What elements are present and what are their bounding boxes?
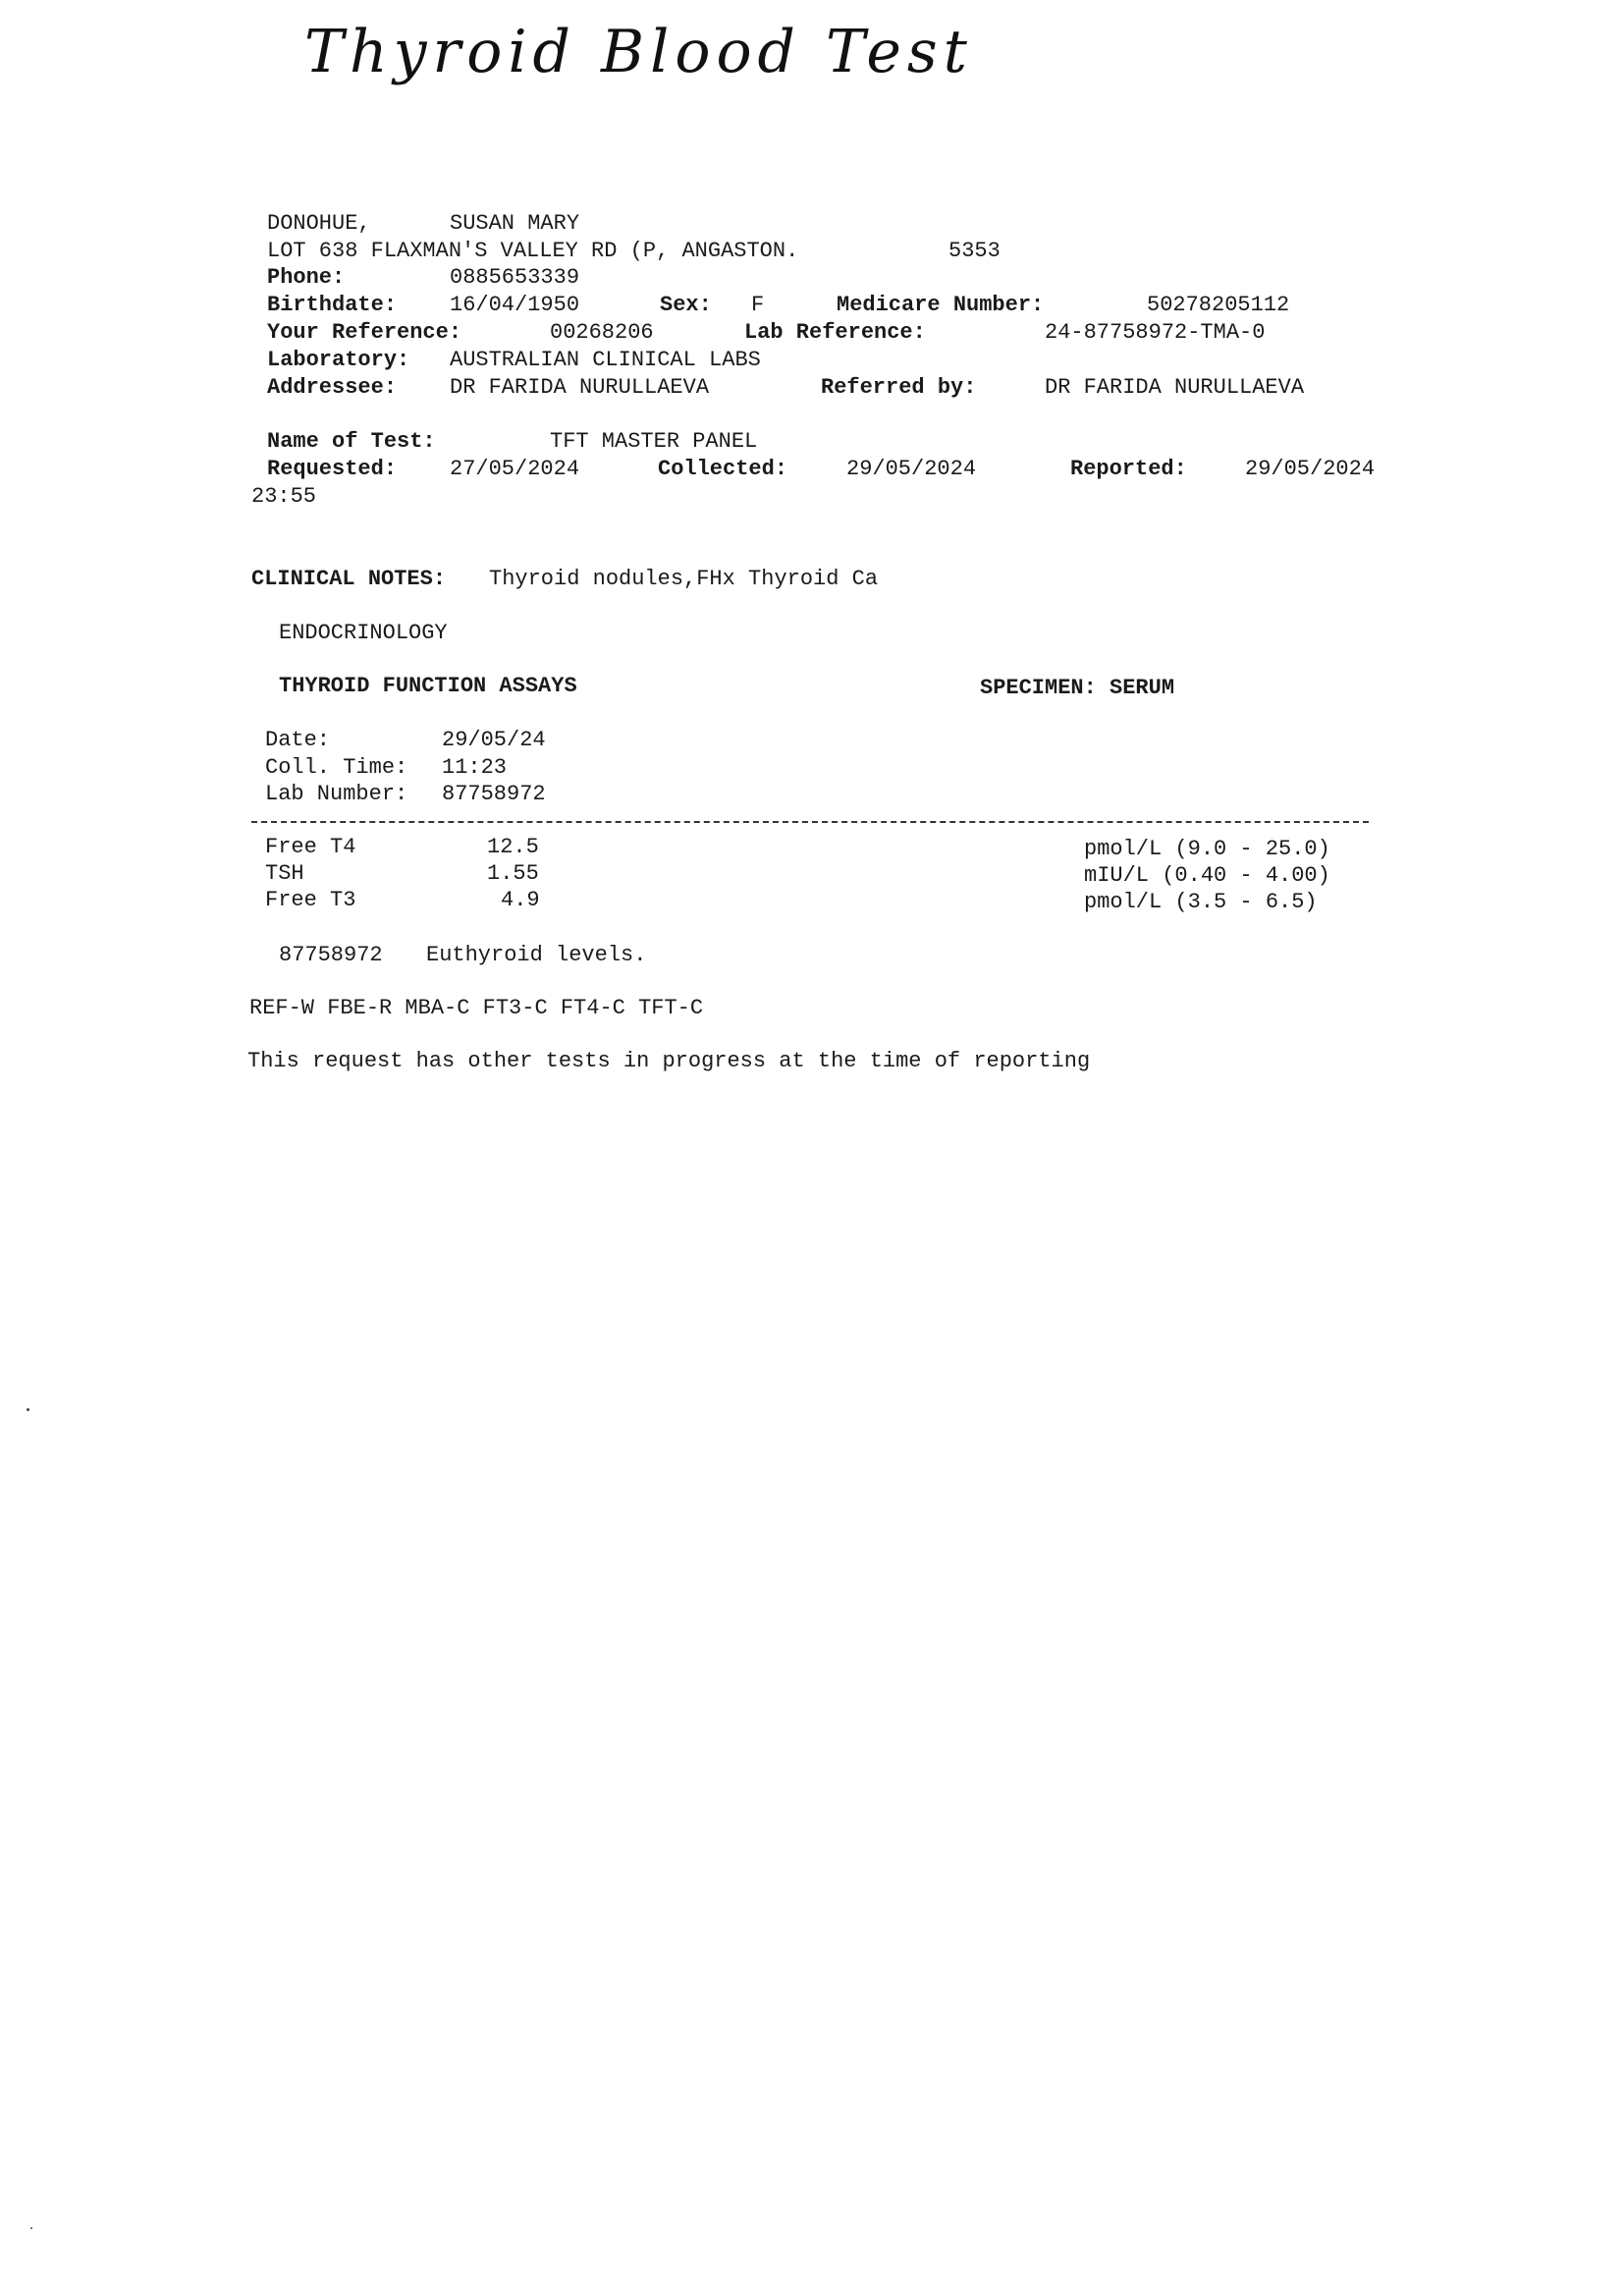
laboratory-label: Laboratory: [267,348,410,372]
patient-given-names: SUSAN MARY [450,211,580,236]
collection-date-label: Date: [265,728,331,752]
requested-label: Requested: [267,457,398,481]
reported-label: Reported: [1070,457,1187,481]
addressee-value: DR FARIDA NURULLAEVA [450,375,710,400]
handwritten-title: Thyroid Blood Test [304,18,973,86]
medicare-label: Medicare Number: [837,293,1045,317]
phone-value: 0885653339 [450,265,580,290]
result-test: Free T4 [265,835,356,859]
patient-postcode: 5353 [948,239,1001,263]
comment-lab-number: 87758972 [279,943,383,967]
lab-number-label: Lab Number: [265,782,408,806]
department: ENDOCRINOLOGY [279,621,448,645]
section-title: THYROID FUNCTION ASSAYS [279,674,577,698]
referred-by-value: DR FARIDA NURULLAEVA [1045,375,1305,400]
scan-speck [30,2227,32,2229]
sex-label: Sex: [660,293,712,317]
collected-value: 29/05/2024 [846,457,977,481]
collected-label: Collected: [658,457,788,481]
name-of-test-value: TFT MASTER PANEL [550,429,758,454]
scan-speck [27,1408,29,1411]
footer-note: This request has other tests in progress at the time of reporting [247,1049,1091,1073]
medicare-value: 50278205112 [1147,293,1290,317]
requested-value: 27/05/2024 [450,457,580,481]
your-reference-label: Your Reference: [267,320,462,345]
clinical-notes-value: Thyroid nodules,FHx Thyroid Ca [489,567,879,591]
test-codes: REF-W FBE-R MBA-C FT3-C FT4-C TFT-C [249,996,704,1020]
patient-surname: DONOHUE, [267,211,371,236]
result-value: 12.5 [487,835,539,859]
result-range: pmol/L (9.0 - 25.0) [1084,837,1330,861]
lab-reference-label: Lab Reference: [744,320,926,345]
birthdate-value: 16/04/1950 [450,293,580,317]
result-test: Free T3 [265,888,356,912]
birthdate-label: Birthdate: [267,293,398,317]
comment: Euthyroid levels. [426,943,647,967]
lab-number-value: 87758972 [442,782,546,806]
result-range: mIU/L (0.40 - 4.00) [1084,863,1330,888]
patient-address: LOT 638 FLAXMAN'S VALLEY RD (P, ANGASTON. [267,239,799,263]
referred-by-label: Referred by: [821,375,977,400]
result-value: 1.55 [487,861,539,886]
laboratory-value: AUSTRALIAN CLINICAL LABS [450,348,761,372]
clinical-notes-label: CLINICAL NOTES: [251,567,447,591]
divider [251,821,1369,823]
result-range: pmol/L (3.5 - 6.5) [1084,890,1318,914]
phone-label: Phone: [267,265,346,290]
your-reference-value: 00268206 [550,320,654,345]
addressee-label: Addressee: [267,375,398,400]
collection-time-value: 11:23 [442,755,508,780]
reported-time: 23:55 [251,484,317,509]
result-test: TSH [265,861,304,886]
collection-time-label: Coll. Time: [265,755,408,780]
name-of-test-label: Name of Test: [267,429,436,454]
lab-reference-value: 24-87758972-TMA-0 [1045,320,1266,345]
reported-value: 29/05/2024 [1245,457,1376,481]
collection-date-value: 29/05/24 [442,728,546,752]
specimen: SPECIMEN: SERUM [980,676,1175,700]
sex-value: F [751,293,765,317]
result-value: 4.9 [501,888,540,912]
